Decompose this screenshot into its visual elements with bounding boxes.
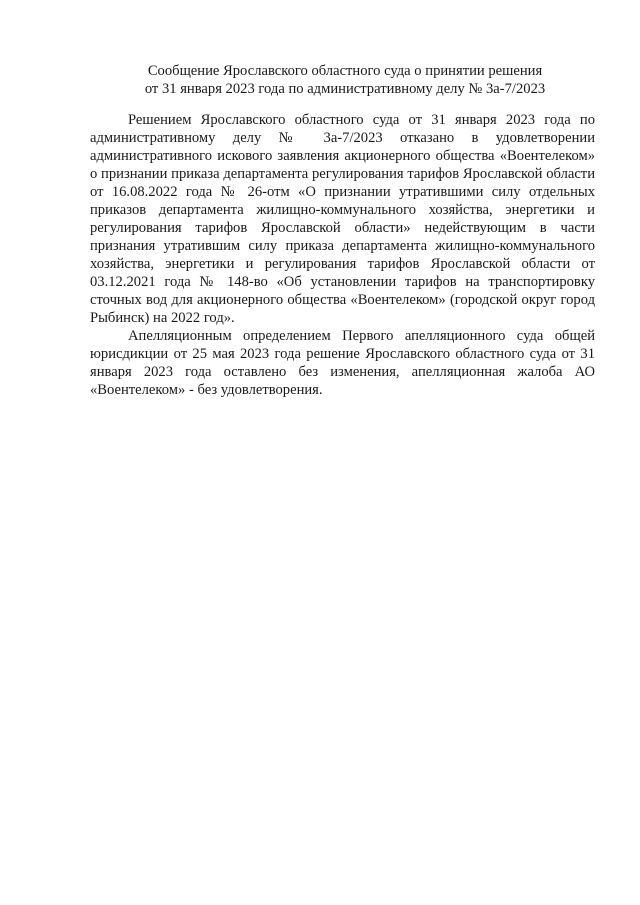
paragraph-appeal: Апелляционным определением Первого апелляционного суда общей юрисдикции от 25 мая 2023 года решение Ярославского областного суда от 31 января 2023 года оставлено без изменения, апелляционная жалоба АО «Воентелеком» - без удовлетворения. [90, 328, 595, 398]
title-line-1: Сообщение Ярославского областного суда о принятии решения [147, 63, 543, 79]
document-body [90, 111, 595, 399]
title-line-2: от 31 января 2023 года по административному делу № 3а-7/2023 [144, 81, 546, 97]
document-title [90, 62, 600, 98]
paragraph-decision: Решением Ярославского областного суда от 31 января 2023 года по административному делу № 3а-7/2023 отказано в удовлетворении административного искового заявления акционерного общества «Воентелеком» о признании приказа департамента регулирования тарифов Ярославской области от 16.08.2022 года № 26-отм «О признании утратившими силу отдельных приказов департамента жилищно-коммунального хозяйства, энергетики и регулирования тарифов Ярославской области» недействующим в части признания утратившим силу приказа департамента жилищно-коммунального хозяйства, энергетики и регулирования тарифов Ярославской области от 03.12.2021 года № 148-во «Об установлении тарифов на транспортировку сточных вод для акционерного общества «Воентелеком» (городской округ город Рыбинск) на 2022 год». [90, 112, 595, 326]
